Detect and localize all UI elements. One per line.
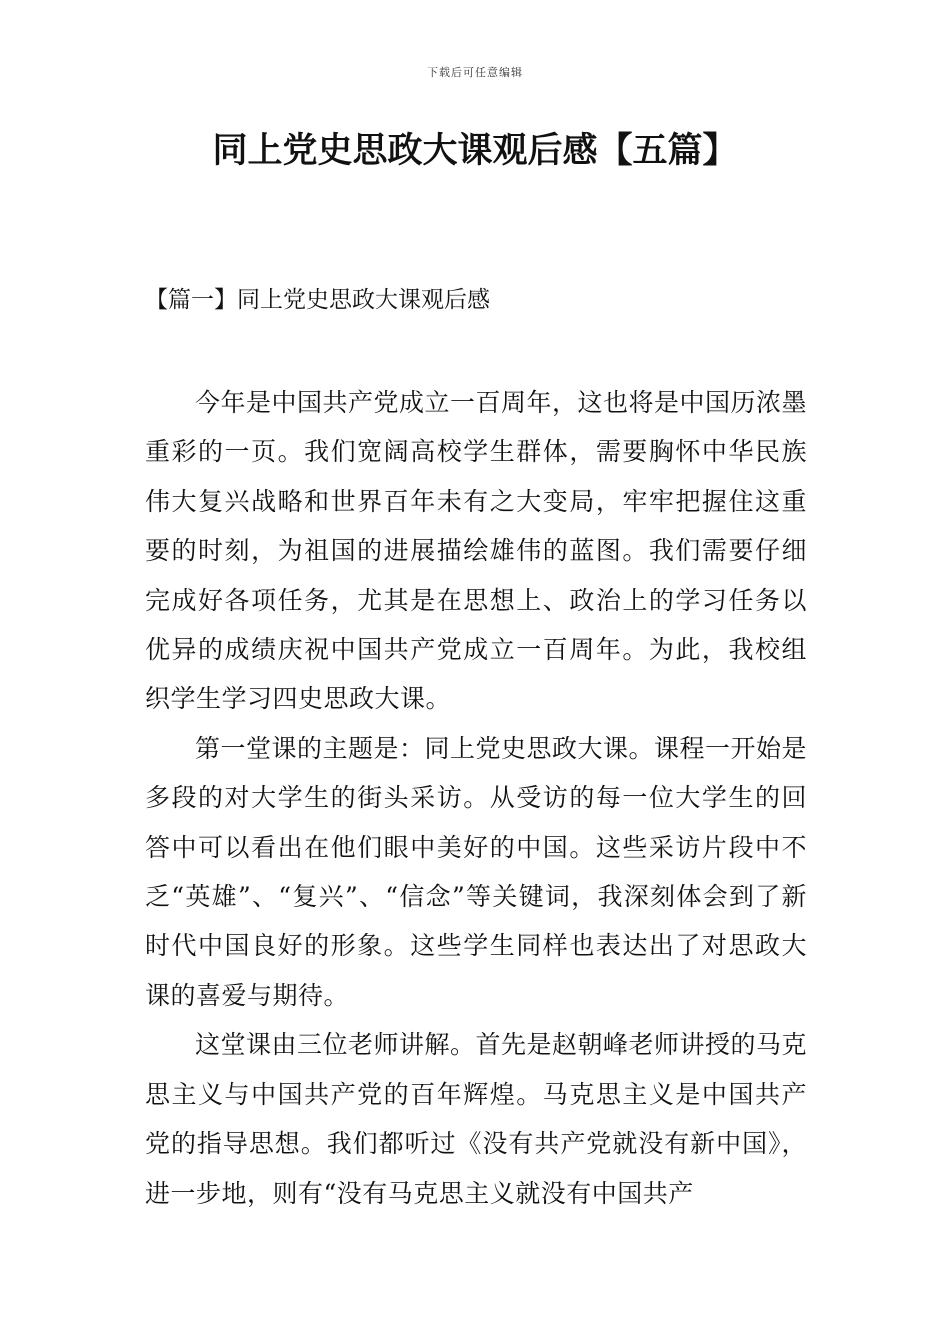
document-title: 同上党史思政大课观后感【五篇】 [212,131,738,171]
paragraph-3: 这堂课由三位老师讲解。首先是赵朝峰老师讲授的马克思主义与中国共产党的百年辉煌。马克思主义是中国共产党的指导思想。我们都听过《没有共产党就没有新中国》，进一步地，则有“没有马克思主义就没有中国共产 [145,1030,808,1208]
header-note: 下载后可任意编辑 [427,66,523,79]
body-text [145,378,807,1218]
section-heading: 【篇一】同上党史思政大课观后感 [145,287,490,313]
paragraph-2: 第一堂课的主题是：同上党史思政大课。课程一开始是多段的对大学生的街头采访。从受访的每一位大学生的回答中可以看出在他们眼中美好的中国。这些采访片段中不乏“英雄”、“复兴”、“信念”等关键词，我深刻体会到了新时代中国良好的形象。这些学生同样也表达出了对思政大课的喜爱与期待。 [145,733,808,1010]
paragraph-1: 今年是中国共产党成立一百周年，这也将是中国历浓墨重彩的一页。我们宽阔高校学生群体，需要胸怀中华民族伟大复兴战略和世界百年未有之大变局，牢牢把握住这重要的时刻，为祖国的进展描绘雄伟的蓝图。我们需要仔细完成好各项任务，尤其是在思想上、政治上的学习任务以优异的成绩庆祝中国共产党成立一百周年。为此，我校组织学生学习四史思政大课。 [145,388,808,714]
